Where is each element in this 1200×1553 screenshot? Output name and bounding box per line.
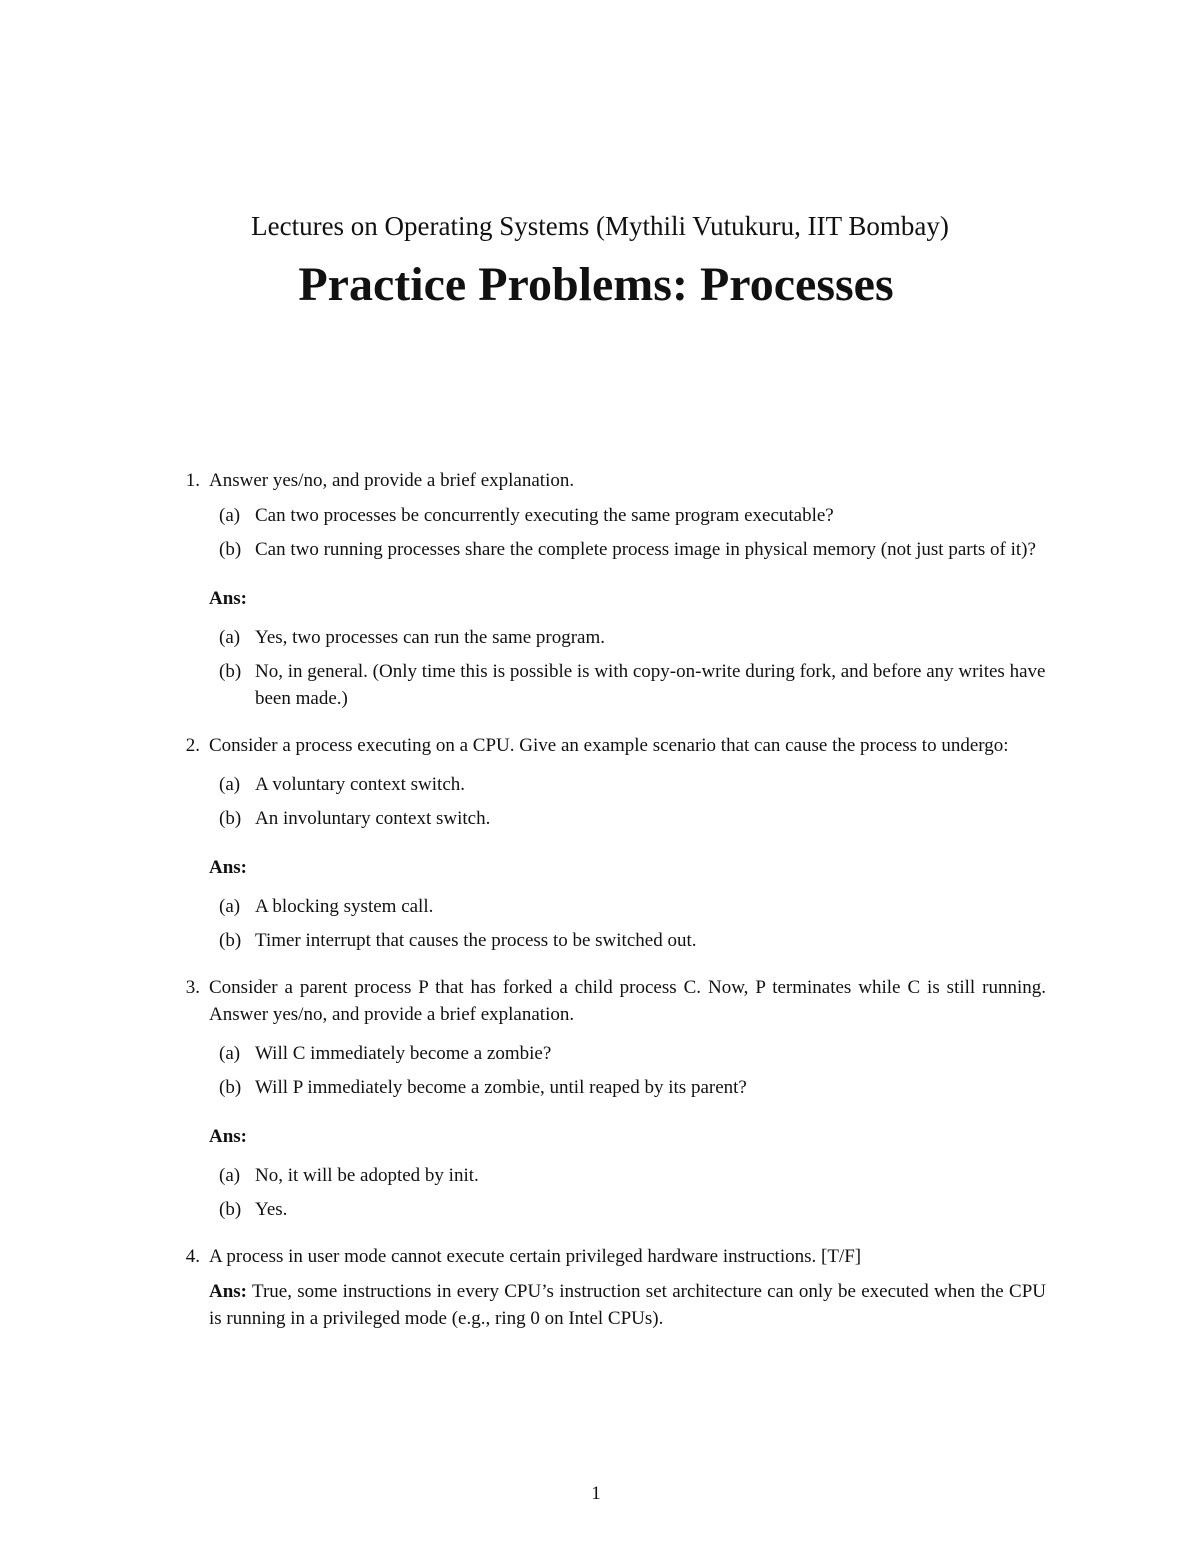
part-text: Will P immediately become a zombie, until reaped by its parent? (255, 1077, 747, 1098)
answer-part (209, 893, 1046, 920)
part-label: (b) (219, 661, 242, 682)
answer-label: Ans: (209, 588, 248, 609)
question-part (209, 1040, 1046, 1067)
part-text: Can two running processes share the complete process image in physical memory (not just parts of it)? (255, 539, 1036, 560)
answer-text: A blocking system call. (255, 896, 434, 917)
answer-parts (209, 624, 1046, 712)
answer-text: No, in general. (Only time this is possible is with copy-on-write during fork, and before any writes have been made.) (255, 661, 1046, 709)
answer-part (209, 927, 1046, 954)
answer-heading (209, 1123, 1046, 1150)
question-2 (176, 732, 1046, 954)
part-label: (a) (219, 896, 241, 917)
page-number: 1 (591, 1483, 601, 1504)
part-text: Can two processes be concurrently executing the same program executable? (255, 505, 834, 526)
part-text: An involuntary context switch. (255, 808, 491, 829)
answer-text: True, some instructions in every CPU’s instruction set architecture can only be executed when the CPU is running in a privileged mode (e.g., ring 0 on Intel CPUs). (209, 1281, 1046, 1329)
question-part (209, 771, 1046, 798)
question-part (209, 502, 1046, 529)
part-text: A voluntary context switch. (255, 774, 466, 795)
question-text: Answer yes/no, and provide a brief explanation. (209, 470, 575, 491)
page-title: Practice Problems: Processes (298, 258, 894, 311)
question-parts (209, 1040, 1046, 1101)
answer-part (209, 658, 1046, 712)
question-text: A process in user mode cannot execute certain privileged hardware instructions. [T/F] (209, 1246, 862, 1267)
answer-paragraph (209, 1278, 1046, 1332)
answer-parts (209, 1162, 1046, 1223)
part-label: (a) (219, 1043, 241, 1064)
question-text: Consider a process executing on a CPU. Give an example scenario that can cause the process to undergo: (209, 735, 1009, 756)
question-1 (176, 467, 1046, 712)
question-parts (209, 502, 1046, 563)
answer-part (209, 1196, 1046, 1223)
answer-text: Yes, two processes can run the same program. (255, 627, 606, 648)
question-number: 1. (185, 470, 200, 491)
question-part (209, 536, 1046, 563)
question-parts (209, 771, 1046, 832)
answer-label: Ans: (209, 1126, 248, 1147)
question-3 (176, 974, 1046, 1223)
question-4 (176, 1243, 1046, 1332)
question-number: 2. (185, 735, 200, 756)
answer-label: Ans: (209, 1281, 248, 1302)
answer-heading (209, 854, 1046, 881)
question-part (209, 1074, 1046, 1101)
answer-text: Yes. (255, 1199, 288, 1220)
part-label: (a) (219, 774, 241, 795)
part-label: (b) (219, 930, 242, 951)
questions-list (176, 467, 1046, 1332)
part-label: (a) (219, 627, 241, 648)
answer-text: Timer interrupt that causes the process to be switched out. (255, 930, 697, 951)
question-part (209, 805, 1046, 832)
part-text: Will C immediately become a zombie? (255, 1043, 552, 1064)
part-label: (b) (219, 1199, 242, 1220)
answer-text: No, it will be adopted by init. (255, 1165, 479, 1186)
course-subtitle: Lectures on Operating Systems (Mythili Vutukuru, IIT Bombay) (251, 211, 949, 241)
question-number: 4. (185, 1246, 200, 1267)
answer-part (209, 624, 1046, 651)
answer-heading (209, 585, 1046, 612)
part-label: (b) (219, 1077, 242, 1098)
answer-label: Ans: (209, 857, 248, 878)
answer-part (209, 1162, 1046, 1189)
part-label: (b) (219, 808, 242, 829)
answer-parts (209, 893, 1046, 954)
part-label: (a) (219, 1165, 241, 1186)
part-label: (a) (219, 505, 241, 526)
question-text: Consider a parent process P that has forked a child process C. Now, P terminates while C is still running. Answer yes/no, and provide a brief explanation. (209, 977, 1046, 1025)
part-label: (b) (219, 539, 242, 560)
question-number: 3. (185, 977, 200, 998)
